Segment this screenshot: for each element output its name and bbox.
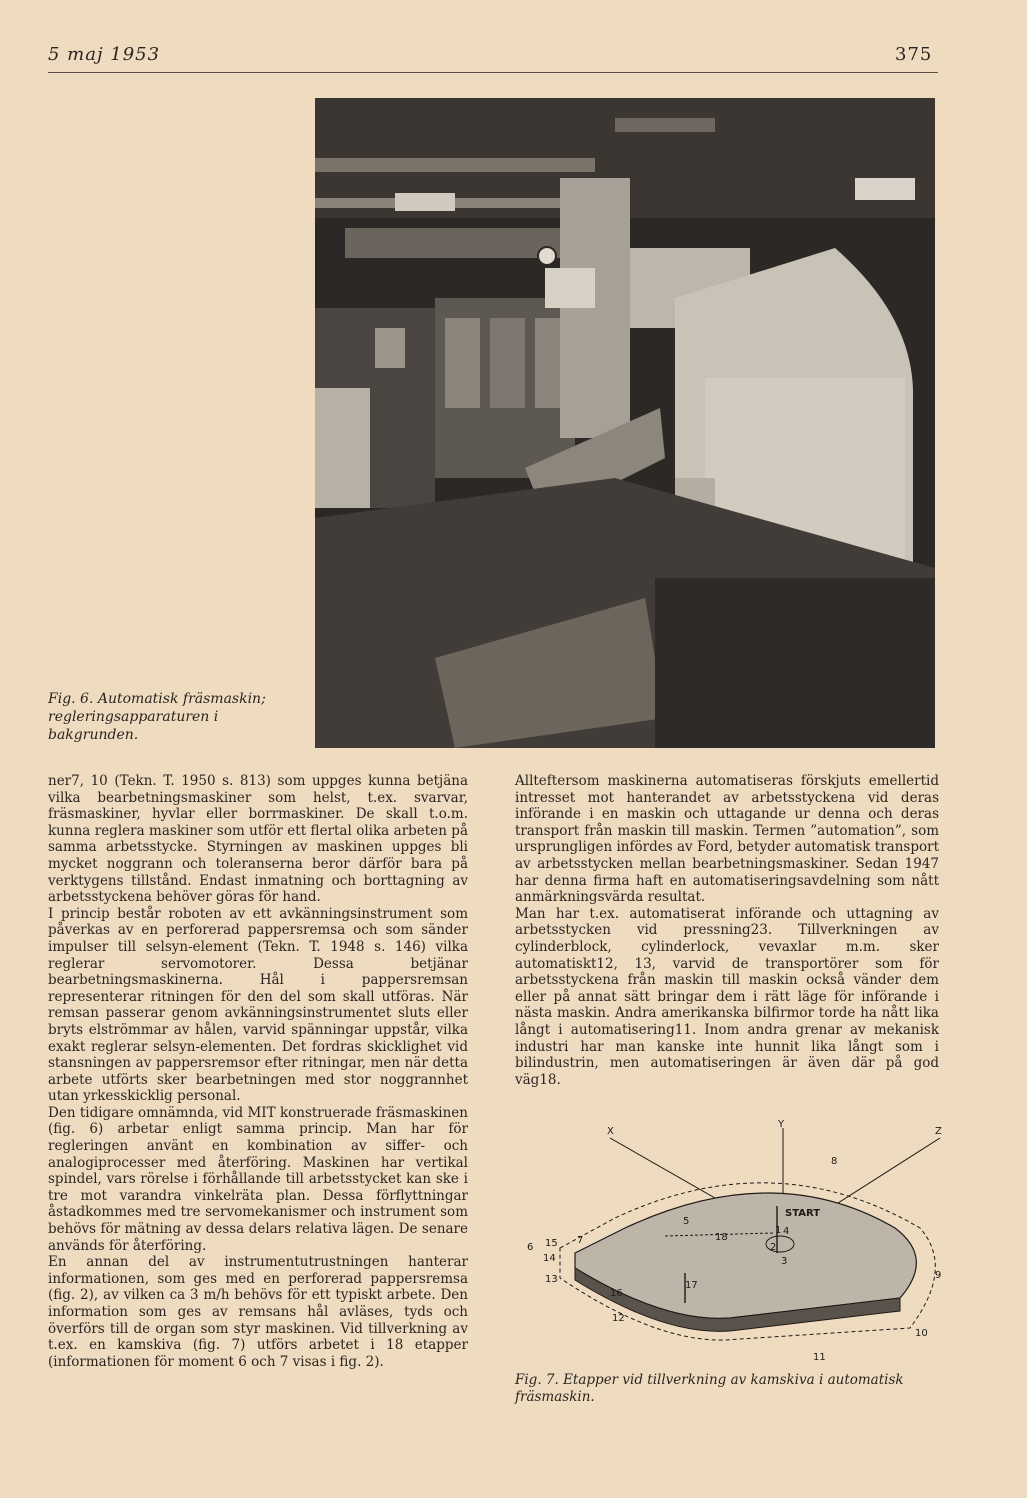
axis-label-z: Z <box>935 1126 942 1137</box>
figure-7-diagram <box>515 1118 945 1368</box>
step-label: 17 <box>685 1280 698 1291</box>
axis-label-y: Y <box>778 1119 785 1130</box>
axis-label-x: X <box>607 1126 614 1137</box>
paragraph: En annan del av instrumentutrustningen hanterar informationen, som ges med en perforerad pappersremsa (fig. 2), av vilken ca 3 m/h behövs för ett typiskt arbete. Den information som ges av remsans hål avläses, tyds och överförs till de organ som styr maskinen. Vid tillverkning av t.ex. en kamskiva (fig. 7) utförs arbetet i 18 etapper (informationen för moment 6 och 7 visas i fig. 2). <box>48 1254 468 1370</box>
step-label: 4 <box>783 1226 790 1237</box>
figure-6-photo <box>315 98 935 748</box>
figure-7-caption: Fig. 7. Etapper vid tillverkning av kamskiva i automatisk fräsmaskin. <box>515 1372 904 1405</box>
header-date: 5 maj 1953 <box>48 44 161 65</box>
step-label: 8 <box>831 1156 838 1167</box>
paragraph: I princip består roboten av ett avkänningsinstrument som påverkas av en perforerad pappersremsa och som sänder impulser till selsyn-element (Tekn. T. 1948 s. 146) vilka reglerar servomotorer. Dessa betjänar bearbetningsmaskinerna. Hål i pappersremsan representerar ritningen för den del som skall utföras. När remsan passerar genom avkänningsinstrumentet sluts eller bryts elströmmar av hålen, varvid spänningar uppstår, vilka exakt reglerar selsyn-elementen. Det fordras skicklighet vid stansningen av pappersremsor efter ritningar, men när detta arbete utförts sker bearbetningen med stor noggrannhet utan yrkesskicklig personal. <box>48 905 468 1105</box>
figure-6-caption: Fig. 6. Automatisk fräsmaskin; regleringsapparaturen i bakgrunden. <box>48 691 266 743</box>
step-label: 18 <box>715 1232 728 1243</box>
header-rule <box>48 72 938 73</box>
page-number: 375 <box>895 44 933 65</box>
paragraph: Den tidigare omnämnda, vid MIT konstruerade fräsmaskinen (fig. 6) arbetar enligt samma princip. Man har för regleringen använt en kombination av siffer- och analogiprocesser med återföring. Maskinen har vertikal spindel, vars rörelse i förhållande till arbetsstycket kan ske i tre mot varandra vinkelräta plan. Dessa förflyttningar åstadkommes med tre servomekanismer och instrument som behövs för mätning av dessa delars relativa lägen. De senare används för återföring. <box>48 1104 468 1254</box>
step-label: 16 <box>610 1288 623 1299</box>
paragraph: Man har t.ex. automatiserat införande och uttagning av arbetsstycken vid pressning23. Tillverkningen av cylinderblock, cylinderlock, vevaxlar m.m. sker automatiskt12, 13, varvid de transportörer som för arbetsstyckena från maskin till maskin också vänder dem eller på annat sätt bringar dem i rätt läge för införande i nästa maskin. Andra amerikanska bilfirmor torde ha nått lika långt i automatisering11. Inom andra grenar av mekanisk industri har man kanske inte hunnit lika långt som i bilindustrin, men automatiseringen är även där på god väg18. <box>515 905 939 1088</box>
step-label: 5 <box>683 1216 690 1227</box>
step-label: 15 <box>545 1238 558 1249</box>
step-label: 13 <box>545 1274 558 1285</box>
step-label: 6 <box>527 1242 534 1253</box>
right-column <box>515 773 939 1088</box>
paragraph: ner7, 10 (Tekn. T. 1950 s. 813) som uppges kunna betjäna vilka bearbetningsmaskiner som helst, t.ex. svarvar, fräsmaskiner, hyvlar eller borrmaskiner. De skall t.o.m. kunna reglera maskiner som utför ett flertal olika arbeten på samma arbetsstycke. Styrningen av maskinen uppges bli mycket noggrann och toleranserna beror därför bara på verktygens tillstånd. Endast inmatning och borttagning av arbetsstyckena behöver göras för hand. <box>48 773 468 906</box>
start-label: START <box>785 1208 821 1219</box>
step-label: 2 <box>770 1242 777 1253</box>
step-label: 10 <box>915 1328 928 1339</box>
step-label: 11 <box>813 1352 826 1363</box>
paragraph: Allteftersom maskinerna automatiseras förskjuts emellertid intresset mot hanterandet av arbetsstyckena vid deras införande i en maskin och uttagande ur denna och deras transport från maskin till maskin. Termen ”automation”, som ursprungligen infördes av Ford, betyder automatisk transport av arbetsstycken mellan bearbetningsmaskiner. Sedan 1947 har denna firma haft en automatiseringsavdelning som nått anmärkningsvärda resultat. <box>515 773 939 906</box>
step-label: 3 <box>781 1256 788 1267</box>
step-label: 9 <box>935 1270 942 1281</box>
step-label: 12 <box>612 1313 625 1324</box>
left-column <box>48 773 468 1370</box>
step-label: 14 <box>543 1253 556 1264</box>
step-label: 7 <box>577 1235 584 1246</box>
step-label: 1 <box>775 1225 782 1236</box>
